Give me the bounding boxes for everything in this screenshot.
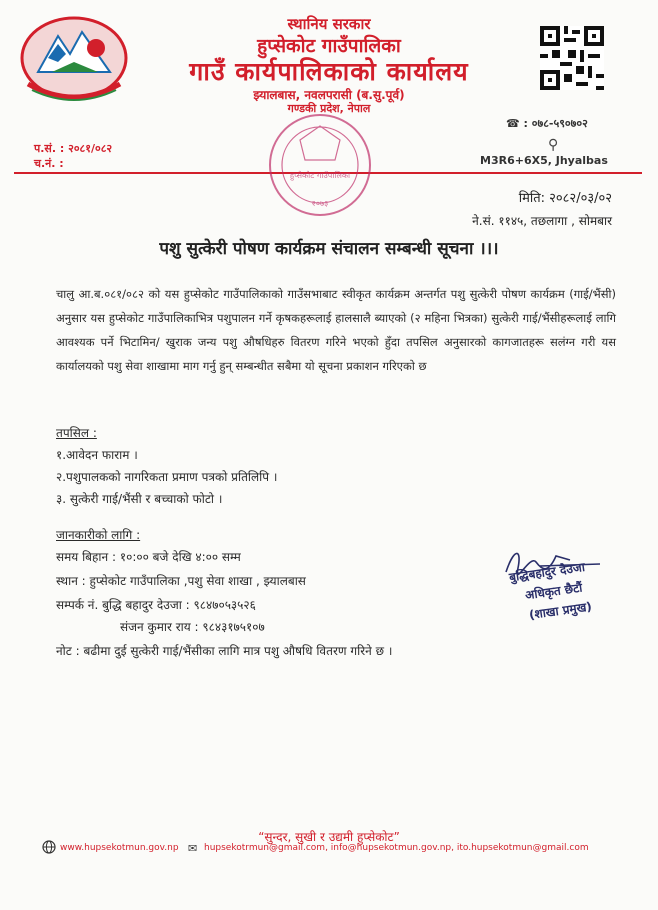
info-note: नोट : बढीमा दुई सुत्केरी गाई/भैंसीका लागि मात्र पशु औषधि वितरण गरिने छ ।	[56, 644, 393, 658]
footer-website-link[interactable]: www.hupsekotmun.gov.np	[60, 843, 179, 853]
office-phone: ☎ : ०७८-५९०७०२	[506, 117, 588, 130]
dispatch-number: च.नं. :	[34, 157, 64, 170]
svg-text:२०७३: २०७३	[311, 199, 329, 208]
list-item: २.पशुपालकको नागरिकता प्रमाण पत्रको प्रतिलिपि ।	[56, 470, 278, 484]
notice-body: चालु आ.ब.०८१/०८२ को यस हुप्सेकोट गाउँपालिकाको गाउँसभाबाट स्वीकृत कार्यक्रम अन्तर्गत पशु सुत्केरी पोषण कार्यक्रम (गाई/भैंसी) अनुसार यस हुप्सेकोट गाउँपालिकाभित्र पशुपालन गर्ने कृषकहरूलाई हालसालै ब्याएको (२ महिना भित्रका) सुत्केरी गाई/भैंसीहरूलाई लागि आवश्यक पर्ने भिटामिन/ खुराक जन्य पशु औषधिहरु वितरण गरिने भएको हुँदा तपसिल अनुसारको कागजातहरू सलंग्न गरी यस कार्यालयको पशु सेवा शाखामा माग गर्नु हुन् सम्बन्धीत सबैमा यो सूचना प्रकाशन गरिएको छ	[56, 287, 616, 373]
email-icon: ✉	[188, 842, 198, 855]
list-item: १.आवेदन फाराम ।	[56, 448, 138, 462]
stamp-officer-dept: (शाखा प्रमुख)	[528, 599, 593, 623]
globe-icon	[42, 840, 56, 854]
qr-code-icon	[540, 26, 604, 90]
header-province: गण्डकी प्रदेश, नेपाल	[287, 102, 371, 115]
info-heading: जानकारीको लागि :	[56, 528, 141, 542]
nepal-sambat-date: ने.सं. ११४५, तछलागा , सोमबार	[472, 214, 612, 228]
notice-title: पशु सुत्केरी पोषण कार्यक्रम संचालन सम्बन्धी सूचना ।।।	[159, 239, 499, 259]
info-place: स्थान : हुप्सेकोट गाउँपालिका ,पशु सेवा शाखा , झ्यालबास	[56, 574, 306, 588]
header-local-government: स्थानिय सरकार	[287, 15, 371, 33]
footer-slogan: “सुन्दर, सुखी र उद्यमी हुप्सेकोट”	[258, 830, 400, 844]
tapasil-heading: तपसिल :	[56, 426, 97, 440]
info-contact-2: संजन कुमार राय : ९८४३१७५१०७	[120, 620, 265, 634]
stamp-text: हुप्सेकोट गाउँपालिका	[289, 171, 351, 180]
header-address: झ्यालबास, नवलपरासी (ब.सु.पूर्व)	[253, 88, 405, 102]
stamp-officer-name: बुद्धिबहादुर देउजा	[508, 559, 586, 585]
info-time: समय बिहान : १०:०० बजे देखि ४:०० सम्म	[56, 550, 241, 564]
header-municipality-name: हुप्सेकोट गाउँपालिका	[257, 35, 401, 57]
info-contact-1: सम्पर्क नं. बुद्धि बहादुर देउजा : ९८४७०५३५२६	[56, 598, 256, 612]
officer-name-stamp	[490, 554, 610, 632]
list-item: ३. सुत्केरी गाई/भैंसी र बच्चाको फोटो ।	[56, 492, 223, 506]
reference-number: प.सं. : २०८१/०८२	[34, 142, 113, 155]
location-pin-icon: ⚲	[548, 137, 559, 153]
footer-emails[interactable]: hupsekotrmun@gmail.com, info@hupsekotmun.gov.np, ito.hupsekotmun@gmail.com	[204, 843, 589, 853]
document-date: मिति: २०८२/०३/०२	[518, 191, 612, 206]
header-office-name: गाउँ कार्यपालिकाको कार्यालय	[189, 57, 469, 86]
stamp-officer-role: अधिकृत छैटौं	[524, 580, 584, 603]
plus-code-address: M3R6+6X5, Jhyalbas	[480, 154, 608, 167]
